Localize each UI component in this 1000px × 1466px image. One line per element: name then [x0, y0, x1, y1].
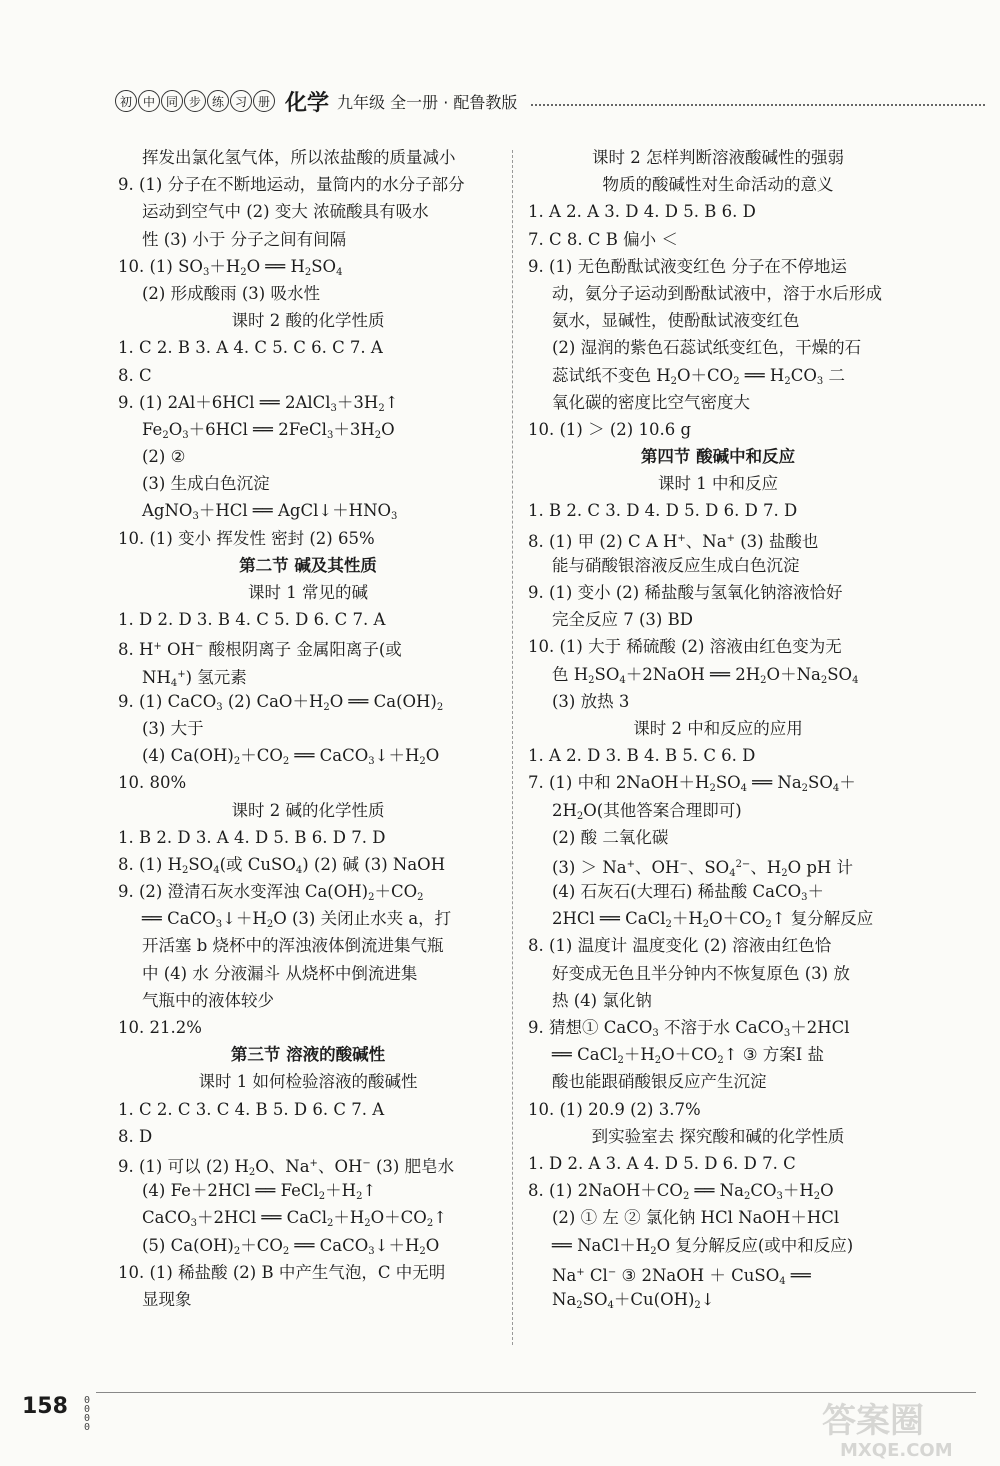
answer-line: 8. (1) $H_2SO_4$(或 CuSO$_4$) (2) 碱 (3) NaOH — [118, 854, 446, 876]
answer-line: 1. D 2. A 3. A 4. D 5. D 6. D 7. C — [528, 1153, 796, 1173]
series-badge-char: 中 — [138, 90, 160, 112]
answer-line: (4) $Ca(OH)_2+CO_2$ ══ $CaCO_3↓+H_2O$ — [142, 746, 440, 768]
answer-line: $Fe_2O_3+6HCl$ ══ $2FeCl_3+3H_2O$ — [142, 419, 395, 441]
answer-line: $2H_2O$(其他答案合理即可) — [552, 800, 742, 822]
answer-line: 9. 猜想① CaCO$_3$ 不溶于水 CaCO$_3$＋2HCl — [528, 1018, 850, 1039]
running-header — [115, 84, 985, 118]
answer-line: 运动到空气中 (2) 变大 浓硫酸具有吸水 — [142, 202, 429, 222]
series-badge-char: 册 — [253, 90, 275, 112]
lesson-heading: 课时 1 常见的碱 — [248, 583, 368, 602]
answer-line: Na+ Cl− ③ 2NaOH ＋ CuSO$_4$ ══ — [552, 1265, 811, 1287]
answer-line: ══ $NaCl+H_2O$ 复分解反应(或中和反应) — [552, 1235, 854, 1257]
answer-line: (3) 大于 — [142, 718, 204, 738]
answer-line: 气瓶中的液体较少 — [142, 990, 274, 1010]
series-badge-char: 同 — [161, 90, 183, 112]
answer-line: 开活塞 b 烧杯中的浑浊液体倒流进集气瓶 — [142, 936, 444, 956]
section-heading: 第三节 溶液的酸碱性 — [230, 1045, 386, 1065]
subject-title: 化学 — [285, 90, 330, 116]
lesson-heading: 课时 1 如何检验溶液的酸碱性 — [198, 1072, 418, 1092]
series-badge-char: 练 — [207, 90, 229, 112]
answer-line: ══ $CaCl_2+H_2O+CO_2↑$ ③ 方案Ⅰ 盐 — [552, 1045, 825, 1067]
answer-line: 10. (1) 稀盐酸 (2) B 中产生气泡，C 中无明 — [118, 1262, 446, 1282]
answer-column-left — [118, 144, 498, 1313]
answer-line: 能与硝酸银溶液反应生成白色沉淀 — [552, 555, 800, 575]
answer-line: 8. (1) 甲 (2) C A H+、Na+ (3) 盐酸也 — [528, 531, 819, 551]
page-number: 158 — [22, 1394, 68, 1419]
answer-line: (2) 酸 二氧化碳 — [552, 827, 669, 847]
watermark-bottom-text: MXQE.COM — [840, 1440, 953, 1461]
answer-line: 2HCl ══ $CaCl_2+H_2O+CO_2↑$ 复分解反应 — [552, 909, 874, 931]
answer-line: (3) 放热 3 — [552, 691, 630, 711]
answer-column-right — [528, 144, 908, 1313]
answer-line: 8. C — [118, 365, 152, 385]
answer-line: 蕊试纸不变色 $H_2O+CO_2$ ══ $H_2CO_3$ 二 — [552, 365, 845, 387]
answer-line: 8. (1) 温度计 温度变化 (2) 溶液由红色恰 — [528, 936, 832, 956]
answer-line: 色 $H_2SO_4+2NaOH$ ══ $2H_2O+Na_2SO_4$ — [552, 664, 859, 686]
answer-line: 1. D 2. D 3. B 4. C 5. D 6. C 7. A — [118, 610, 386, 630]
lesson-heading: 课时 2 怎样判断溶液酸碱性的强弱 — [592, 148, 844, 167]
watermark-top-text: 答案圈 — [822, 1401, 924, 1441]
answer-line: 热 (4) 氯化钠 — [552, 990, 652, 1010]
answer-line: 9. (1) 无色酚酞试液变红色 分子在不停地运 — [528, 256, 847, 276]
answer-line: 1. C 2. B 3. A 4. C 5. C 6. C 7. A — [118, 338, 383, 358]
answer-line: 挥发出氯化氢气体，所以浓盐酸的质量减小 — [142, 148, 456, 167]
answer-line: 1. A 2. A 3. D 4. D 5. B 6. D — [528, 202, 756, 222]
answer-line: 7. (1) 中和 $2NaOH+H_2SO_4$ ══ $Na_2SO_4+$ — [528, 773, 856, 795]
answer-line: 10. (1) 变小 挥发性 密封 (2) 65% — [118, 528, 375, 548]
answer-line: AgNO$_3$＋HCl ══ $AgCl↓+HNO_3$ — [142, 501, 398, 523]
column-divider — [512, 150, 513, 1345]
answer-line: 1. B 2. C 3. D 4. D 5. D 6. D 7. D — [528, 501, 798, 521]
lesson-heading: 课时 2 中和反应的应用 — [633, 718, 803, 738]
answer-line: (3) ＞ Na+、OH−、$SO_4^{2-}$、$H_2O$ pH 计 — [552, 857, 854, 879]
answer-line: 9. (1) 变小 (2) 稀盐酸与氢氧化钠溶液恰好 — [528, 583, 843, 602]
answer-line: 10. (1) 20.9 (2) 3.7% — [528, 1099, 701, 1119]
series-badges — [115, 90, 275, 112]
answer-line: 9. (1) 2Al＋6HCl ══ $2AlCl_3+3H_2↑$ — [118, 392, 399, 414]
edition-subtitle: 九年级 全一册 · 配鲁教版 — [337, 92, 518, 112]
answer-line: 显现象 — [142, 1289, 192, 1309]
answer-line: 9. (1) 分子在不断地运动，量筒内的水分子部分 — [118, 175, 465, 195]
answer-line: CaCO$_3$＋2HCl ══ $CaCl_2+H_2O+CO_2↑$ — [142, 1208, 448, 1230]
answer-line: 酸也能跟硝酸银反应产生沉淀 — [552, 1072, 767, 1092]
answer-line: 10. 80% — [118, 773, 187, 793]
answer-line: (2) ① 左 ② 氯化钠 HCl NaOH＋HCl — [552, 1208, 840, 1228]
answer-line: 氨水，显碱性，使酚酞试液变红色 — [552, 311, 800, 331]
answer-line: 9. (2) 澄清石灰水变浑浊 $Ca(OH)_2+CO_2$ — [118, 882, 424, 904]
answer-line: 1. C 2. C 3. C 4. B 5. D 6. C 7. A — [118, 1099, 385, 1119]
answer-line: (2) 形成酸雨 (3) 吸水性 — [142, 283, 320, 303]
lesson-heading: 课时 2 酸的化学性质 — [231, 311, 385, 331]
header-dotted-rule — [531, 104, 985, 106]
section-heading: 第二节 碱及其性质 — [239, 555, 377, 575]
answer-line: (3) 生成白色沉淀 — [142, 474, 270, 494]
answer-line: 性 (3) 小于 分子之间有间隔 — [142, 229, 347, 249]
answer-line: 8. H+ OH− 酸根阴离子 金属阳离子(或 — [118, 640, 402, 660]
series-badge-char: 习 — [230, 90, 252, 112]
answer-line: 8. (1) $2NaOH+CO_2$ ══ $Na_2CO_3+H_2O$ — [528, 1181, 834, 1203]
answer-line: (4) Fe＋2HCl ══ $FeCl_2+H_2↑$ — [142, 1181, 377, 1203]
answer-line: 7. C 8. C B 偏小 ＜ — [528, 229, 678, 249]
answer-line: 9. (1) CaCO$_3$ (2) $CaO+H_2O$ ══ $Ca(OH)_2$ — [118, 691, 444, 713]
answer-line: $NH_4^+$) 氢元素 — [142, 667, 247, 689]
series-badge-char: 步 — [184, 90, 206, 112]
watermark-logo — [810, 1392, 990, 1462]
answer-line: 氧化碳的密度比空气密度大 — [552, 392, 750, 412]
answer-line: 1. B 2. D 3. A 4. D 5. B 6. D 7. D — [118, 827, 386, 847]
series-badge-char: 初 — [115, 90, 137, 112]
answer-line: 中 (4) 水 分液漏斗 从烧杯中倒流进集 — [142, 963, 418, 983]
answer-line: (4) 石灰石(大理石) 稀盐酸 CaCO$_3$＋ — [552, 882, 824, 904]
answer-line: 动，氨分子运动到酚酞试液中，溶于水后形成 — [552, 283, 882, 303]
answer-line: $Na_2SO_4+Cu(OH)_2↓$ — [552, 1289, 715, 1311]
margin-marks: 0000 — [84, 1395, 91, 1433]
answer-line: 8. D — [118, 1126, 153, 1146]
answer-line: (2) 湿润的紫色石蕊试纸变红色，干燥的石 — [552, 338, 862, 358]
answer-line: 9. (1) 可以 (2) $H_2O$、Na+、OH− (3) 肥皂水 — [118, 1156, 455, 1178]
lesson-heading: 物质的酸碱性对生命活动的意义 — [602, 175, 834, 195]
answer-line: 1. A 2. D 3. B 4. B 5. C 6. D — [528, 746, 756, 766]
answer-line: (2) ② — [142, 447, 186, 467]
answer-line: 完全反应 7 (3) BD — [552, 610, 693, 630]
answer-line: 好变成无色且半分钟内不恢复原色 (3) 放 — [552, 963, 850, 983]
answer-line: 10. (1) 大于 稀硫酸 (2) 溶液由红色变为无 — [528, 637, 842, 657]
answer-line: ══ $CaCO_3↓+H_2O$ (3) 关闭止水夹 a，打 — [142, 909, 452, 931]
lesson-heading: 课时 1 中和反应 — [658, 474, 778, 494]
answer-line: 10. (1) $SO_3+H_2O$ ══ $H_2SO_4$ — [118, 256, 343, 278]
answer-line: (5) $Ca(OH)_2+CO_2$ ══ $CaCO_3↓+H_2O$ — [142, 1235, 440, 1257]
lesson-heading: 课时 2 碱的化学性质 — [231, 800, 385, 820]
lesson-heading: 到实验室去 探究酸和碱的化学性质 — [591, 1126, 845, 1146]
section-heading: 第四节 酸碱中和反应 — [640, 447, 796, 467]
answer-line: 10. 21.2% — [118, 1018, 202, 1037]
answer-line: 10. (1) ＞ (2) 10.6 g — [528, 419, 692, 439]
